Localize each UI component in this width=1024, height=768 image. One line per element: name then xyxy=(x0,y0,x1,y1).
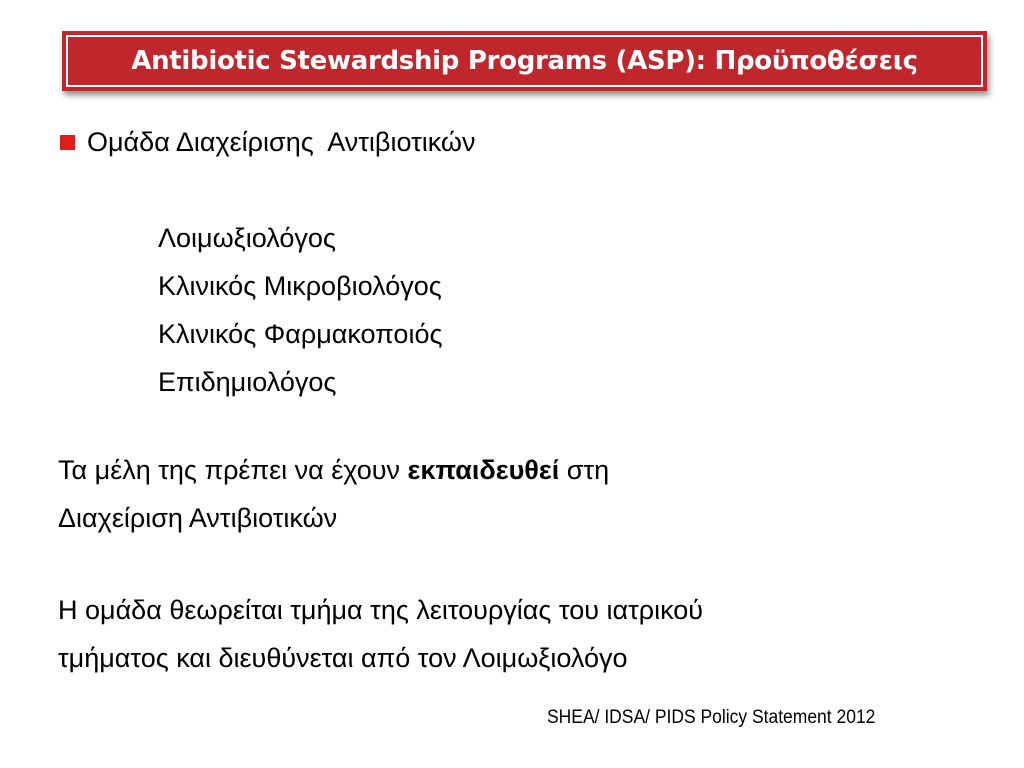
training-paragraph xyxy=(58,446,988,542)
team-role-paragraph xyxy=(58,586,988,682)
training-line-1 xyxy=(58,446,988,494)
training-emphasis: εκπαιδευθεί xyxy=(407,455,560,485)
team-members-list xyxy=(58,214,988,406)
training-line-2: Διαχείριση Αντιβιοτικών xyxy=(58,503,338,533)
team-member-item: Κλινικός Φαρμακοποιός xyxy=(158,319,443,349)
slide-title: Antibiotic Stewardship Programs (ASP): Προϋποθέσεις xyxy=(131,46,918,76)
team-member-item: Λοιμωξιολόγος xyxy=(158,223,336,253)
source-citation: SHEA/ IDSA/ PIDS Policy Statement 2012 xyxy=(547,707,876,728)
team-member-item: Επιδημιολόγος xyxy=(158,367,337,397)
red-square-bullet-icon xyxy=(60,135,75,150)
training-text-after: στη xyxy=(559,455,610,485)
bullet-text: Ομάδα Διαχείρισης Αντιβιοτικών xyxy=(87,127,476,157)
team-member-item: Κλινικός Μικροβιολόγος xyxy=(158,271,442,301)
bullet-item xyxy=(58,118,988,166)
team-role-line-2: τμήματος και διευθύνεται από τον Λοιμωξιολόγο xyxy=(58,643,628,673)
training-text-before: Τα μέλη της πρέπει να έχουν xyxy=(58,455,408,485)
slide-content xyxy=(58,118,988,682)
team-role-line-1: Η ομάδα θεωρείται τμήμα της λειτουργίας του ιατρικού xyxy=(58,595,704,625)
title-banner xyxy=(62,31,987,91)
